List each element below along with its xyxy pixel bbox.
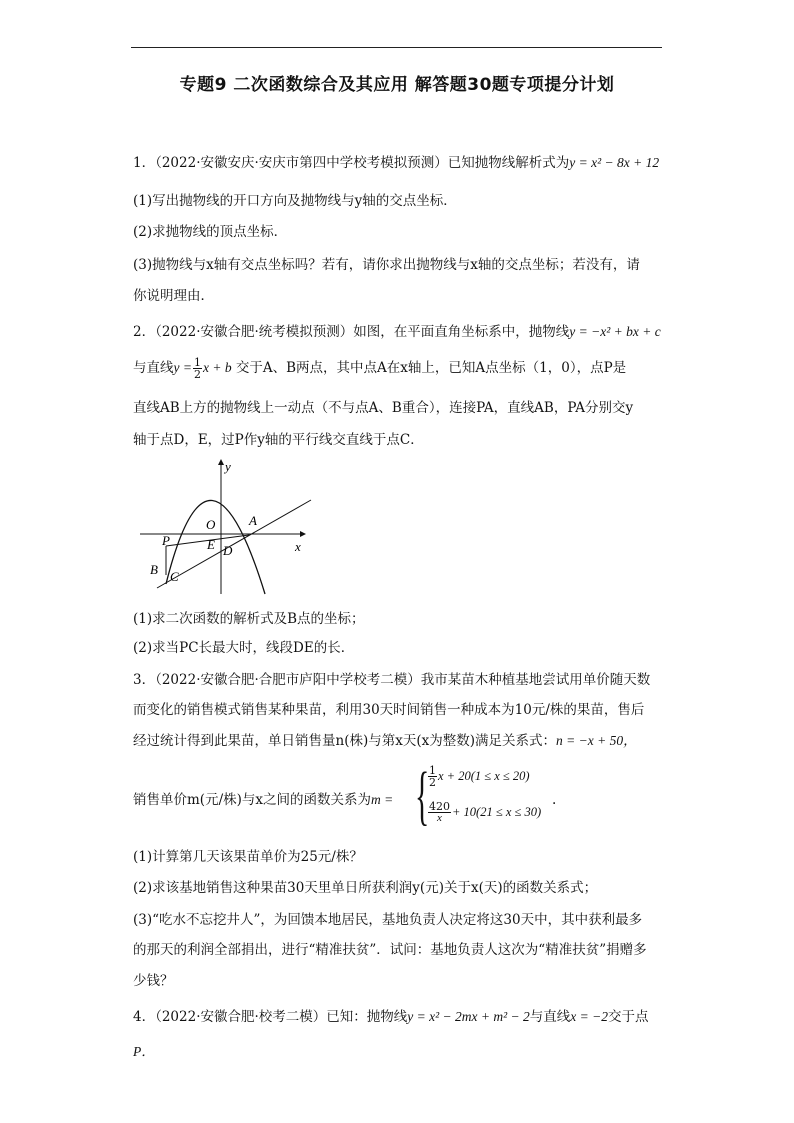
q3-part3b: 的那天的利润全部捐出，进行“精准扶贫”．试问：基地负责人这次为“精准扶贫”捐赠多 xyxy=(133,942,647,958)
q2-frac-den: 2 xyxy=(193,368,201,381)
q2-head-text: 2．（2022·安徽合肥·统考模拟预测）如图，在平面直角坐标系中，抛物线 xyxy=(133,324,570,340)
label-y: y xyxy=(225,459,231,474)
q2-formula: y = −x² + bx + c xyxy=(569,324,661,339)
q3-part3c: 少钱？ xyxy=(133,973,174,989)
q2-fraction xyxy=(193,357,202,380)
q3-line2: 而变化的销售模式销售某种果苗，利用30天时间销售一种成本为10元/株的果苗，售后 xyxy=(133,702,645,718)
q1-head xyxy=(133,153,659,173)
q3-line3-text: 经过统计得到此果苗，单日销售量n(株)与第x天(x为整数)满足关系式： xyxy=(133,733,556,749)
q2-line2-y: y = xyxy=(173,360,192,375)
piecewise-brace: { xyxy=(415,759,430,832)
label-x: x xyxy=(295,539,301,554)
q2-line4: 轴于点D，E，过P作y轴的平行线交直线于点C． xyxy=(133,432,424,448)
q2-line2-pre: 与直线 xyxy=(133,360,174,376)
q1-part3a: (3)抛物线与x轴有交点坐标吗？若有，请你求出抛物线与x轴的交点坐标；若没有，请 xyxy=(133,257,640,273)
q2-line2-rest: 交于A、B两点，其中点A在x轴上，已知A点坐标（1，0），点P是 xyxy=(231,360,627,376)
q3-part3a: (3)“吃水不忘挖井人”，为回馈本地居民，基地负责人决定将这30天中，其中获利最多 xyxy=(133,912,643,928)
label-p: P xyxy=(162,533,170,548)
q2-part2: (2)求当PC长最大时，线段DE的长． xyxy=(133,640,355,656)
piecewise-case-2 xyxy=(427,801,541,824)
q2-frac-num: 1 xyxy=(193,356,201,369)
q4-tail: 交于点 xyxy=(608,1009,649,1025)
piecewise-function xyxy=(415,759,575,835)
q3-part2: (2)求该基地销售这种果苗30天里单日所获利润y(元)关于x(天)的函数关系式； xyxy=(133,880,598,896)
piecewise-case-1 xyxy=(427,765,530,788)
label-e: E xyxy=(207,537,215,552)
label-c: C xyxy=(170,569,179,584)
q3-line4-end: . xyxy=(552,792,557,808)
parabola-figure xyxy=(135,456,315,596)
case1-tail: x + 20(1 ≤ x ≤ 20) xyxy=(438,769,530,783)
case2-num: 420 xyxy=(429,800,450,813)
q1-part2: (2)求抛物线的顶点坐标． xyxy=(133,224,288,240)
q3-line3 xyxy=(133,731,637,751)
q3-part1: (1)计算第几天该果苗单价为25元/株？ xyxy=(133,849,363,865)
q2-line3: 直线AB上方的抛物线上一动点（不与点A、B重合），连接PA，直线AB，PA分别交y xyxy=(133,400,634,416)
q1-part1: (1)写出抛物线的开口方向及抛物线与y轴的交点坐标． xyxy=(133,193,457,209)
q4-mid: 与直线 xyxy=(529,1009,571,1025)
q3-line4-text: 销售单价m(元/株)与x之间的函数关系为 xyxy=(133,792,371,808)
case2-tail: + 10(21 ≤ x ≤ 30) xyxy=(452,805,542,819)
q4-head xyxy=(133,1007,649,1027)
case1-den: 2 xyxy=(429,776,436,789)
q2-line2-tail: x + b xyxy=(202,360,232,375)
label-d: D xyxy=(223,543,233,558)
page-title: 专题9 二次函数综合及其应用 解答题30题专项提分计划 xyxy=(179,75,615,95)
label-a: A xyxy=(249,513,257,528)
q3-line1: 3．（2022·安徽合肥·合肥市庐阳中学校考二模）我市某苗木种植基地尝试用单价随天数 xyxy=(133,672,651,688)
q3-line4-m: m = xyxy=(371,792,394,807)
case1-num: 1 xyxy=(429,764,436,777)
q2-line2 xyxy=(133,357,626,380)
q4-formula2: x = −2 xyxy=(570,1009,609,1024)
q2-part1: (1)求二次函数的解析式及B点的坐标； xyxy=(133,611,365,627)
case1-frac xyxy=(428,765,437,788)
q1-part3b: 你说明理由． xyxy=(133,288,214,304)
q3-line3-formula: n = −x + 50， xyxy=(556,733,637,748)
q4-line2: P． xyxy=(133,1044,155,1059)
q4-formula: y = x² − 2mx + m² − 2 xyxy=(407,1009,530,1024)
q4-head-text: 4．（2022·安徽合肥·校考二模）已知：抛物线 xyxy=(133,1009,408,1025)
q3-line4 xyxy=(133,790,393,810)
header-rule xyxy=(131,47,662,48)
label-b: B xyxy=(150,562,158,577)
q1-formula: y = x² − 8x + 12 xyxy=(569,155,660,170)
case2-den: x xyxy=(437,812,442,824)
case2-frac xyxy=(428,801,451,824)
label-o: O xyxy=(206,517,216,532)
q2-head xyxy=(133,322,661,342)
q1-head-text: 1．（2022·安徽安庆·安庆市第四中学校考模拟预测）已知抛物线解析式为 xyxy=(133,155,570,171)
